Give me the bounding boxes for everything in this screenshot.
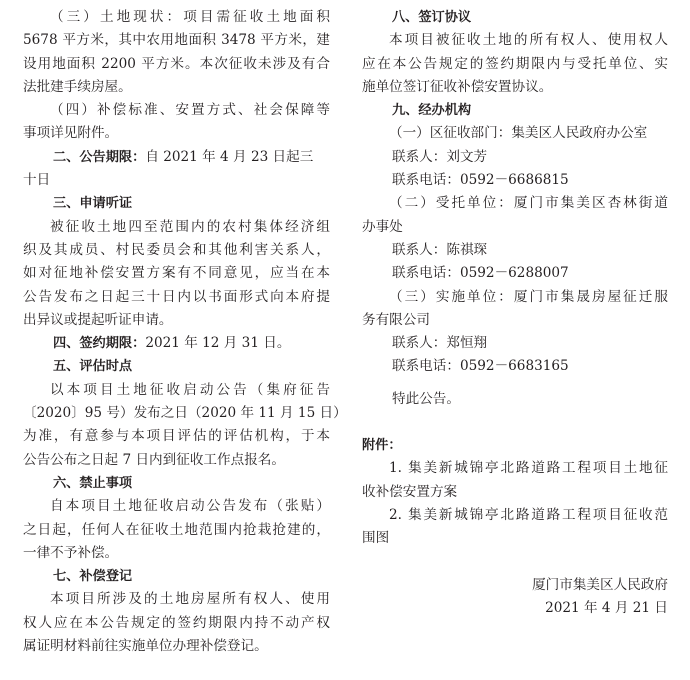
text-line: 应在本公告规定的签约期限内与受托单位、实: [362, 55, 668, 72]
left-column: [23, 6, 347, 658]
section-prohibition: [23, 472, 330, 565]
text-line: 如对征地补偿安置方案有不同意见，应当在本: [23, 265, 330, 282]
text-line: 自本项目土地征收启动公告发布（张贴）: [50, 498, 330, 515]
agency-contact: 联系人：刘文芳: [392, 148, 488, 165]
right-column: [362, 6, 668, 620]
section-heading: 六、禁止事项: [53, 475, 133, 491]
section-text: 自 2021 年 4 月 23 日起三: [145, 148, 314, 165]
text-line: 设用地面积 2200 平方米。本次征收未涉及有合: [23, 55, 330, 72]
agency-name: （二）受托单位：厦门市集美区杏林街道: [389, 195, 668, 212]
text-line: 公告公布之日起 7 日内到征收工作点报名。: [23, 451, 285, 468]
section-hearing: [23, 192, 330, 332]
text-line: 之日起，任何人在征收土地范围内抢栽抢建的，: [23, 521, 330, 538]
agency-contact: 联系人：陈祺琛: [392, 241, 488, 258]
text-line: 本项目所涉及的土地房屋所有权人、使用: [50, 591, 330, 608]
issue-date: 2021 年 4 月 21 日: [545, 599, 668, 616]
agency-phone: 联系电话：0592－6288007: [392, 265, 569, 282]
text-line: 一律不予补偿。: [23, 544, 119, 561]
agency-name: （一）区征收部门：集美区人民政府办公室: [389, 125, 648, 142]
text-line: [23, 332, 330, 355]
attachments: [362, 434, 668, 550]
text-line: [23, 146, 330, 169]
issuer-signature: 厦门市集美区人民政府: [532, 576, 668, 593]
text-line: 施单位签订征收补偿安置协议。: [362, 78, 553, 95]
agency-contact: 联系人：郑恒翔: [392, 335, 488, 352]
section-heading: 七、补偿登记: [53, 569, 133, 585]
text-line: （三）土地现状：项目需征收土地面积: [50, 9, 330, 25]
section-text: 2021 年 12 月 31 日。: [145, 335, 291, 352]
agency-name: 务有限公司: [362, 311, 430, 328]
closing-text: 特此公告。: [392, 390, 460, 407]
text-line: 被征收土地四至范围内的农村集体经济组: [50, 218, 330, 235]
attachment-item: 收补偿安置方案: [362, 483, 458, 500]
paragraph-compensation: [23, 99, 330, 146]
agency-name: 办事处: [362, 218, 403, 235]
agency-phone: 联系电话：0592－6683165: [392, 358, 569, 375]
attachments-heading: 附件：: [362, 438, 402, 454]
section-agencies: [362, 99, 668, 379]
section-registration: [23, 565, 330, 658]
section-heading: 四、签约期限：: [53, 336, 146, 352]
text-line: （四）补偿标准、安置方式、社会保障等: [50, 102, 330, 119]
text-line: 以本项目土地征收启动公告（集府征告: [50, 381, 330, 398]
section-evaluation: [23, 355, 347, 471]
agency-phone: 联系电话：0592－6686815: [392, 172, 569, 189]
text-line: 〔2020〕95 号）发布之日（2020 年 11 月 15 日）: [23, 405, 347, 422]
attachment-item: 围图: [362, 530, 390, 547]
section-heading: 三、申请听证: [53, 196, 133, 212]
text-line: 十日: [23, 172, 51, 189]
section-announcement-period: [23, 146, 330, 193]
attachment-item: 1. 集美新城锦亭北路道路工程项目土地征: [389, 460, 668, 477]
attachment-item: 2. 集美新城锦亭北路道路工程项目征收范: [389, 506, 668, 523]
text-line: 为准，有意参与本项目评估的评估机构，于本: [23, 428, 330, 445]
section-heading: 九、经办机构: [392, 103, 472, 119]
text-line: 属证明材料前往实施单位办理补偿登记。: [23, 638, 268, 655]
agency-name: （三）实施单位：厦门市集晟房屋征迁服: [389, 288, 668, 305]
text-line: 法批建手续房屋。: [23, 78, 132, 95]
section-heading: 五、评估时点: [53, 359, 133, 375]
text-line: 本项目被征收土地的所有权人、使用权人: [389, 32, 668, 49]
section-agreement: [362, 6, 668, 99]
text-line: 公告发布之日起三十日内以书面形式向本府提: [23, 288, 330, 305]
text-line: 5678 平方米，其中农用地面积 3478 平方米，建: [23, 32, 330, 49]
text-line: 出异议或提起听证申请。: [23, 311, 173, 328]
section-heading: 二、公告期限：: [53, 149, 146, 165]
section-heading: 八、签订协议: [392, 10, 472, 25]
section-signing-period: [23, 332, 330, 355]
text-line: 事项详见附件。: [23, 125, 119, 142]
paragraph-land-status: [23, 6, 330, 99]
text-line: 权人应在本公告规定的签约期限内持不动产权: [23, 614, 330, 631]
text-line: 织及其成员、村民委员会和其他利害关系人，: [23, 241, 330, 258]
